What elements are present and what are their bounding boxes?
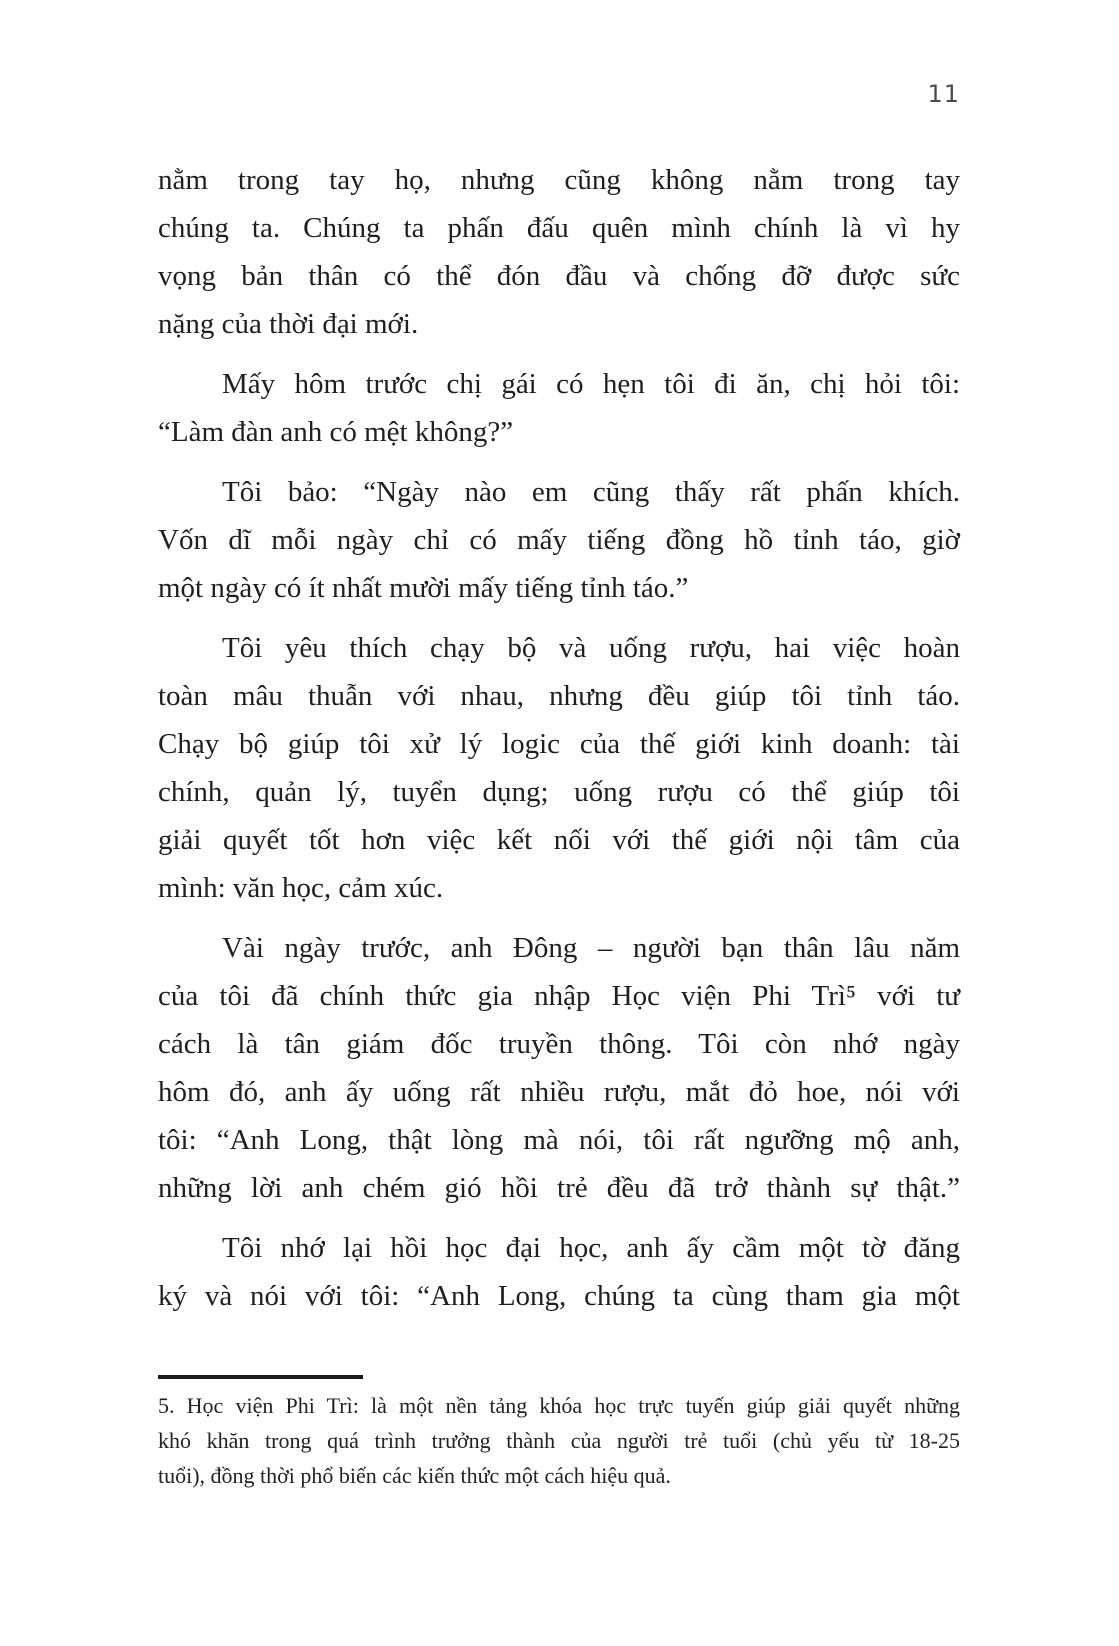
paragraph [158, 360, 960, 456]
text-line: “Làm đàn anh có mệt không?” [158, 416, 514, 448]
text-line: Tôi nhớ lại hồi học đại học, anh ấy cầm một tờ đăng [222, 1232, 960, 1264]
footnote [158, 1388, 960, 1493]
footnote-line: tuổi), đồng thời phổ biến các kiến thức một cách hiệu quả. [158, 1463, 671, 1488]
text-line: chúng ta. Chúng ta phấn đấu quên mình chính là vì hy [158, 212, 960, 244]
text-line: Mấy hôm trước chị gái có hẹn tôi đi ăn, chị hỏi tôi: [222, 368, 960, 400]
text-line: mình: văn học, cảm xúc. [158, 872, 444, 904]
footnote-separator [158, 1375, 363, 1379]
paragraph [158, 468, 960, 612]
text-line: Tôi yêu thích chạy bộ và uống rượu, hai việc hoàn [222, 632, 960, 664]
text-line: tôi: “Anh Long, thật lòng mà nói, tôi rất ngưỡng mộ anh, [158, 1124, 960, 1156]
text-line: Vốn dĩ mỗi ngày chỉ có mấy tiếng đồng hồ tỉnh táo, giờ [158, 524, 960, 556]
text-line: nằm trong tay họ, nhưng cũng không nằm trong tay [158, 164, 960, 196]
text-line: một ngày có ít nhất mười mấy tiếng tỉnh táo.” [158, 572, 689, 604]
text-line: Chạy bộ giúp tôi xử lý logic của thế giới kinh doanh: tài [158, 728, 960, 760]
body-text [158, 156, 960, 1332]
text-line: nặng của thời đại mới. [158, 308, 419, 340]
text-line: những lời anh chém gió hồi trẻ đều đã trở thành sự thật.” [158, 1172, 960, 1204]
text-line: ký và nói với tôi: “Anh Long, chúng ta cùng tham gia một [158, 1280, 960, 1312]
paragraph [158, 156, 960, 348]
text-line: cách là tân giám đốc truyền thông. Tôi còn nhớ ngày [158, 1028, 960, 1060]
paragraph [158, 624, 960, 912]
footnote-line: 5. Học viện Phi Trì: là một nền tảng khóa học trực tuyến giúp giải quyết những [158, 1393, 960, 1418]
page-number: 11 [927, 80, 960, 108]
text-line: giải quyết tốt hơn việc kết nối với thế giới nội tâm của [158, 824, 960, 856]
text-line: hôm đó, anh ấy uống rất nhiều rượu, mắt đỏ hoe, nói với [158, 1076, 960, 1108]
text-line: của tôi đã chính thức gia nhập Học viện Phi Trì⁵ với tư [158, 980, 960, 1012]
text-line: chính, quản lý, tuyển dụng; uống rượu có thể giúp tôi [158, 776, 960, 808]
text-line: Tôi bảo: “Ngày nào em cũng thấy rất phấn khích. [222, 476, 960, 508]
paragraph [158, 924, 960, 1212]
text-line: toàn mâu thuẫn với nhau, nhưng đều giúp tôi tỉnh táo. [158, 680, 960, 712]
paragraph [158, 1224, 960, 1320]
text-line: vọng bản thân có thể đón đầu và chống đỡ được sức [158, 260, 960, 292]
footnote-line: khó khăn trong quá trình trưởng thành của người trẻ tuổi (chủ yếu từ 18-25 [158, 1428, 960, 1453]
text-line: Vài ngày trước, anh Đông – người bạn thân lâu năm [222, 932, 960, 964]
